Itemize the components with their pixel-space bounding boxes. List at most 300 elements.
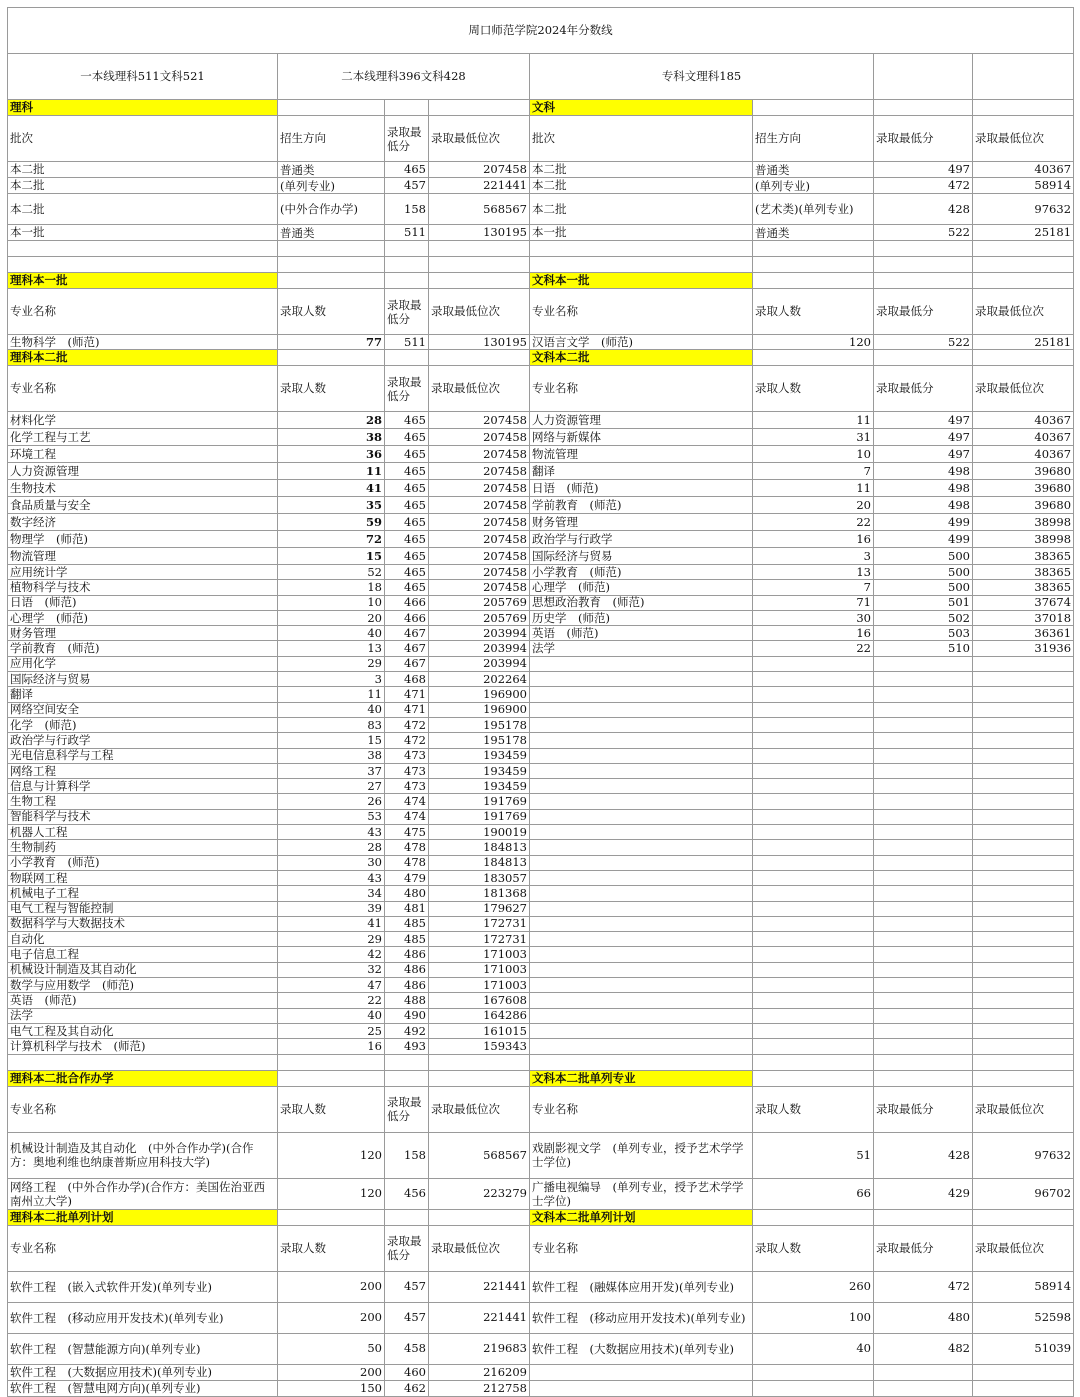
cell-empty <box>973 273 1074 289</box>
sci-count: 41 <box>278 916 385 931</box>
header-col-1: 专业名称 <box>8 366 278 412</box>
sci-count: 39 <box>278 901 385 916</box>
sci-min-rank: 207458 <box>429 463 530 480</box>
sci-min-score: 458 <box>385 1333 429 1364</box>
art-min-score <box>874 794 973 809</box>
sci-batch: 本二批 <box>8 178 278 194</box>
cell-empty <box>385 257 429 273</box>
art-major: 广播电视编导 (单列专业，授予艺术学学士学位) <box>530 1178 753 1209</box>
cell-empty <box>973 241 1074 257</box>
sci-major: 法学 <box>8 1008 278 1023</box>
art-count <box>753 825 874 840</box>
art-major <box>530 717 753 732</box>
header-col-1-art: 专业名称 <box>530 366 753 412</box>
sci-min-rank: 193459 <box>429 748 530 763</box>
sci-batch: 本二批 <box>8 162 278 178</box>
art-major: 思想政治教育 (师范) <box>530 595 753 610</box>
sci-major: 心理学 (师范) <box>8 610 278 625</box>
sci-count: 15 <box>278 548 385 565</box>
sci-section-title: 理科本二批 <box>8 350 278 366</box>
sci-min-rank: 207458 <box>429 565 530 580</box>
art-min-score: 522 <box>874 225 973 241</box>
art-count <box>753 1364 874 1380</box>
cell-empty <box>278 100 385 116</box>
header-col-1-art: 批次 <box>530 116 753 162</box>
art-min-rank: 38365 <box>973 580 1074 595</box>
cell-empty <box>973 100 1074 116</box>
table-row <box>8 194 1074 225</box>
sci-count: 150 <box>278 1380 385 1396</box>
art-min-score: 502 <box>874 610 973 625</box>
table-row <box>8 514 1074 531</box>
sci-count: 40 <box>278 1008 385 1023</box>
sci-major: 电气工程与智能控制 <box>8 901 278 916</box>
sci-count: 53 <box>278 809 385 824</box>
art-count <box>753 763 874 778</box>
sci-major: 人力资源管理 <box>8 463 278 480</box>
sci-min-rank: 164286 <box>429 1008 530 1023</box>
sci-min-score: 460 <box>385 1364 429 1380</box>
sci-min-rank: 207458 <box>429 497 530 514</box>
header-min-rank: 录取最低位次 <box>429 1225 530 1271</box>
art-count <box>753 672 874 687</box>
art-min-rank <box>973 947 1074 962</box>
sci-major: 英语 (师范) <box>8 993 278 1008</box>
sci-count: 20 <box>278 610 385 625</box>
art-min-rank: 58914 <box>973 178 1074 194</box>
art-major <box>530 978 753 993</box>
sci-min-score: 465 <box>385 497 429 514</box>
cell-empty <box>8 241 278 257</box>
header-min-rank: 录取最低位次 <box>429 289 530 335</box>
sci-count: 16 <box>278 1039 385 1054</box>
art-major <box>530 672 753 687</box>
cell-empty <box>753 350 874 366</box>
art-min-score <box>874 947 973 962</box>
sci-min-score: 466 <box>385 610 429 625</box>
sci-major: 数学与应用数学 (师范) <box>8 978 278 993</box>
art-major <box>530 1039 753 1054</box>
sci-min-score: 465 <box>385 514 429 531</box>
cell-empty <box>530 1054 753 1070</box>
art-major <box>530 1380 753 1396</box>
art-min-score <box>874 717 973 732</box>
spacer-row <box>8 257 1074 273</box>
cell-empty <box>753 1070 874 1086</box>
art-major <box>530 916 753 931</box>
sci-min-rank: 207458 <box>429 162 530 178</box>
cell-empty <box>973 1070 1074 1086</box>
art-major: 翻译 <box>530 463 753 480</box>
header-row <box>8 1086 1074 1132</box>
sci-count: 37 <box>278 763 385 778</box>
table-row <box>8 1333 1074 1364</box>
art-min-rank <box>973 687 1074 702</box>
sci-min-score: 465 <box>385 463 429 480</box>
art-major: 软件工程 (移动应用开发技术)(单列专业) <box>530 1302 753 1333</box>
table-row <box>8 1039 1074 1054</box>
sci-min-rank: 172731 <box>429 916 530 931</box>
sci-count: 200 <box>278 1364 385 1380</box>
art-min-score <box>874 901 973 916</box>
sci-min-rank: 193459 <box>429 763 530 778</box>
sci-direction: (中外合作办学) <box>278 194 385 225</box>
sci-major: 日语 (师范) <box>8 595 278 610</box>
sci-count: 120 <box>278 1178 385 1209</box>
art-major: 财务管理 <box>530 514 753 531</box>
table-row <box>8 1271 1074 1302</box>
table-row <box>8 580 1074 595</box>
art-count: 40 <box>753 1333 874 1364</box>
art-min-score <box>874 886 973 901</box>
header-col-2: 录取人数 <box>278 1225 385 1271</box>
cell-empty <box>874 100 973 116</box>
sci-min-rank: 184813 <box>429 855 530 870</box>
sci-min-rank: 203994 <box>429 641 530 656</box>
table-row <box>8 1132 1074 1178</box>
sci-count: 34 <box>278 886 385 901</box>
sci-min-score: 474 <box>385 809 429 824</box>
sci-min-rank: 207458 <box>429 580 530 595</box>
cell-empty <box>973 257 1074 273</box>
sci-min-rank: 212758 <box>429 1380 530 1396</box>
art-min-score <box>874 825 973 840</box>
art-count <box>753 870 874 885</box>
art-section-title: 文科本二批 <box>530 350 753 366</box>
header-min-rank: 录取最低位次 <box>429 366 530 412</box>
sci-min-score: 465 <box>385 480 429 497</box>
sci-min-rank: 195178 <box>429 733 530 748</box>
cell-empty <box>874 350 973 366</box>
art-min-rank: 36361 <box>973 626 1074 641</box>
sci-major: 光电信息科学与工程 <box>8 748 278 763</box>
art-min-rank <box>973 886 1074 901</box>
sci-min-score: 478 <box>385 840 429 855</box>
table-row <box>8 412 1074 429</box>
section-title-row <box>8 100 1074 116</box>
sci-min-score: 473 <box>385 763 429 778</box>
table-row <box>8 733 1074 748</box>
art-min-score <box>874 1008 973 1023</box>
header-col-2-art: 录取人数 <box>753 289 874 335</box>
art-min-rank <box>973 1039 1074 1054</box>
sci-min-rank: 191769 <box>429 809 530 824</box>
sci-major: 数字经济 <box>8 514 278 531</box>
cell-empty <box>429 350 530 366</box>
section-title-row <box>8 1070 1074 1086</box>
sci-count: 11 <box>278 463 385 480</box>
sci-major: 生物科学 (师范) <box>8 335 278 350</box>
sci-major: 食品质量与安全 <box>8 497 278 514</box>
sci-major: 数据科学与大数据技术 <box>8 916 278 931</box>
header-min-rank-art: 录取最低位次 <box>973 1225 1074 1271</box>
art-min-score: 501 <box>874 595 973 610</box>
sci-min-score: 465 <box>385 162 429 178</box>
sci-major: 材料化学 <box>8 412 278 429</box>
art-min-score <box>874 748 973 763</box>
score-line-empty-a <box>874 54 973 100</box>
art-count: 22 <box>753 641 874 656</box>
art-major <box>530 886 753 901</box>
header-col-2: 录取人数 <box>278 366 385 412</box>
sci-major: 生物制药 <box>8 840 278 855</box>
art-count <box>753 886 874 901</box>
art-major: 英语 (师范) <box>530 626 753 641</box>
art-min-rank: 38365 <box>973 565 1074 580</box>
art-major: 小学教育 (师范) <box>530 565 753 580</box>
art-min-rank <box>973 672 1074 687</box>
art-min-score <box>874 840 973 855</box>
sci-min-score: 478 <box>385 855 429 870</box>
section-title-row <box>8 273 1074 289</box>
sci-min-score: 474 <box>385 794 429 809</box>
cell-empty <box>429 100 530 116</box>
sci-min-score: 158 <box>385 194 429 225</box>
art-count: 20 <box>753 497 874 514</box>
section-title-row <box>8 1209 1074 1225</box>
art-section-title: 文科本二批单列专业 <box>530 1070 753 1086</box>
art-min-rank <box>973 1364 1074 1380</box>
art-batch: 本一批 <box>530 225 753 241</box>
table-row <box>8 870 1074 885</box>
sci-count: 29 <box>278 932 385 947</box>
art-min-score: 498 <box>874 463 973 480</box>
art-min-rank: 40367 <box>973 429 1074 446</box>
sci-count: 28 <box>278 412 385 429</box>
sci-major: 生物工程 <box>8 794 278 809</box>
sci-count: 200 <box>278 1271 385 1302</box>
header-col-1-art: 专业名称 <box>530 1225 753 1271</box>
art-min-score <box>874 763 973 778</box>
sci-min-rank: 568567 <box>429 194 530 225</box>
art-min-rank: 39680 <box>973 463 1074 480</box>
art-min-rank: 96702 <box>973 1178 1074 1209</box>
sci-count: 26 <box>278 794 385 809</box>
cell-empty <box>973 1054 1074 1070</box>
sci-major: 化学工程与工艺 <box>8 429 278 446</box>
sci-major: 自动化 <box>8 932 278 947</box>
sci-count: 200 <box>278 1302 385 1333</box>
header-min-score-art: 录取最低分 <box>874 1225 973 1271</box>
art-major: 政治学与行政学 <box>530 531 753 548</box>
sci-major: 翻译 <box>8 687 278 702</box>
sci-count: 25 <box>278 1023 385 1038</box>
art-min-score <box>874 733 973 748</box>
table-row <box>8 993 1074 1008</box>
sci-min-rank: 568567 <box>429 1132 530 1178</box>
sci-min-score: 457 <box>385 178 429 194</box>
art-count <box>753 840 874 855</box>
sci-major: 网络工程 (中外合作办学)(合作方：美国佐治亚西南州立大学) <box>8 1178 278 1209</box>
art-count: 260 <box>753 1271 874 1302</box>
sci-major: 电子信息工程 <box>8 947 278 962</box>
sci-min-rank: 179627 <box>429 901 530 916</box>
art-min-score: 497 <box>874 162 973 178</box>
art-direction: 普通类 <box>753 162 874 178</box>
table-row <box>8 978 1074 993</box>
header-min-score: 录取最低分 <box>385 116 429 162</box>
sci-section-title: 理科本二批合作办学 <box>8 1070 278 1086</box>
sci-major: 应用化学 <box>8 656 278 671</box>
art-major: 日语 (师范) <box>530 480 753 497</box>
art-count <box>753 656 874 671</box>
sci-major: 机器人工程 <box>8 825 278 840</box>
art-major <box>530 794 753 809</box>
cell-empty <box>874 257 973 273</box>
art-min-rank <box>973 825 1074 840</box>
header-col-2: 招生方向 <box>278 116 385 162</box>
sci-min-rank: 207458 <box>429 429 530 446</box>
art-min-score <box>874 993 973 1008</box>
art-min-score: 503 <box>874 626 973 641</box>
cell-empty <box>385 1209 429 1225</box>
sci-min-score: 475 <box>385 825 429 840</box>
sci-count: 47 <box>278 978 385 993</box>
sci-min-rank: 171003 <box>429 962 530 977</box>
sci-count: 83 <box>278 717 385 732</box>
art-major <box>530 748 753 763</box>
table-row <box>8 446 1074 463</box>
sci-min-rank: 202264 <box>429 672 530 687</box>
art-min-rank <box>973 763 1074 778</box>
header-min-score-art: 录取最低分 <box>874 289 973 335</box>
sci-major: 应用统计学 <box>8 565 278 580</box>
table-row <box>8 916 1074 931</box>
sci-major: 生物技术 <box>8 480 278 497</box>
spacer-row <box>8 1054 1074 1070</box>
sci-count: 30 <box>278 855 385 870</box>
cell-empty <box>753 257 874 273</box>
art-min-score: 499 <box>874 514 973 531</box>
art-count <box>753 809 874 824</box>
art-count: 16 <box>753 626 874 641</box>
sci-min-rank: 159343 <box>429 1039 530 1054</box>
art-section-title: 文科本二批单列计划 <box>530 1209 753 1225</box>
art-count: 10 <box>753 446 874 463</box>
header-row <box>8 1225 1074 1271</box>
art-major: 软件工程 (大数据应用技术)(单列专业) <box>530 1333 753 1364</box>
art-count <box>753 932 874 947</box>
sci-min-rank: 184813 <box>429 840 530 855</box>
art-min-rank <box>973 1023 1074 1038</box>
cell-empty <box>429 257 530 273</box>
header-min-rank-art: 录取最低位次 <box>973 366 1074 412</box>
art-count <box>753 687 874 702</box>
header-min-score: 录取最低分 <box>385 366 429 412</box>
sci-min-rank: 196900 <box>429 702 530 717</box>
art-count <box>753 916 874 931</box>
art-min-rank <box>973 717 1074 732</box>
table-row <box>8 335 1074 350</box>
sci-count: 50 <box>278 1333 385 1364</box>
sci-major: 软件工程 (智慧电网方向)(单列专业) <box>8 1380 278 1396</box>
sci-major: 政治学与行政学 <box>8 733 278 748</box>
header-col-1: 批次 <box>8 116 278 162</box>
art-count: 7 <box>753 463 874 480</box>
table-row <box>8 641 1074 656</box>
table-row <box>8 1302 1074 1333</box>
art-major <box>530 825 753 840</box>
table-row <box>8 1380 1074 1396</box>
table-row <box>8 1023 1074 1038</box>
table-row <box>8 962 1074 977</box>
art-major: 物流管理 <box>530 446 753 463</box>
art-major <box>530 962 753 977</box>
cell-empty <box>753 1054 874 1070</box>
sci-major: 物理学 (师范) <box>8 531 278 548</box>
cell-empty <box>278 273 385 289</box>
sci-min-score: 158 <box>385 1132 429 1178</box>
sci-min-score: 485 <box>385 916 429 931</box>
art-min-score <box>874 1364 973 1380</box>
sci-min-score: 472 <box>385 717 429 732</box>
art-min-score <box>874 962 973 977</box>
cell-empty <box>874 241 973 257</box>
sci-min-score: 511 <box>385 225 429 241</box>
art-min-score <box>874 855 973 870</box>
cell-empty <box>753 1209 874 1225</box>
art-count: 31 <box>753 429 874 446</box>
sci-min-score: 485 <box>385 932 429 947</box>
art-min-rank: 97632 <box>973 1132 1074 1178</box>
cell-empty <box>278 257 385 273</box>
sci-min-score: 465 <box>385 580 429 595</box>
art-major <box>530 1008 753 1023</box>
spacer-row <box>8 241 1074 257</box>
art-major: 学前教育 (师范) <box>530 497 753 514</box>
art-section-title: 文科本一批 <box>530 273 753 289</box>
table-row <box>8 480 1074 497</box>
cell-empty <box>530 257 753 273</box>
sci-min-rank: 171003 <box>429 947 530 962</box>
table-row <box>8 225 1074 241</box>
table-row <box>8 565 1074 580</box>
table-row <box>8 610 1074 625</box>
art-min-score: 498 <box>874 497 973 514</box>
table-row <box>8 702 1074 717</box>
sci-major: 软件工程 (大数据应用技术)(单列专业) <box>8 1364 278 1380</box>
art-count <box>753 1039 874 1054</box>
table-row <box>8 672 1074 687</box>
art-batch: 本二批 <box>530 162 753 178</box>
cell-empty <box>278 1070 385 1086</box>
sci-count: 15 <box>278 733 385 748</box>
table-row <box>8 162 1074 178</box>
sci-min-rank: 221441 <box>429 1302 530 1333</box>
art-min-rank: 25181 <box>973 225 1074 241</box>
sci-direction: (单列专业) <box>278 178 385 194</box>
sci-min-score: 465 <box>385 446 429 463</box>
art-min-rank: 38998 <box>973 531 1074 548</box>
sci-count: 11 <box>278 687 385 702</box>
sci-count: 41 <box>278 480 385 497</box>
cell-empty <box>8 1054 278 1070</box>
art-major <box>530 763 753 778</box>
sci-count: 42 <box>278 947 385 962</box>
sci-min-rank: 203994 <box>429 656 530 671</box>
header-min-score-art: 录取最低分 <box>874 366 973 412</box>
sci-count: 40 <box>278 626 385 641</box>
art-count <box>753 1008 874 1023</box>
art-count: 51 <box>753 1132 874 1178</box>
cell-empty <box>973 350 1074 366</box>
cell-empty <box>429 1070 530 1086</box>
cell-empty <box>429 273 530 289</box>
sci-min-score: 457 <box>385 1302 429 1333</box>
header-col-2-art: 录取人数 <box>753 1225 874 1271</box>
table-row <box>8 932 1074 947</box>
art-count: 71 <box>753 595 874 610</box>
